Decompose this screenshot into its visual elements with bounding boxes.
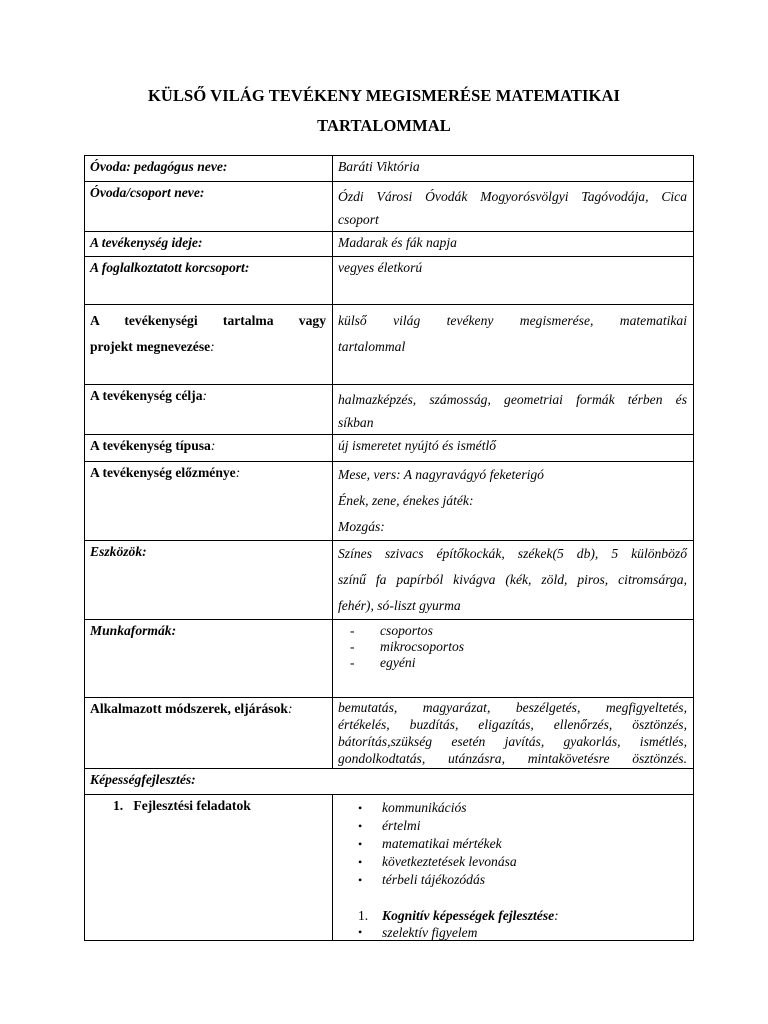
- row-value-ideje: Madarak és fák napja: [333, 232, 694, 257]
- eszkozok-line-1: Színes szivacs építőkockák, székek(5 db), 5 különböző: [338, 546, 687, 561]
- table-row: [85, 257, 694, 305]
- modszerek-label-colon: :: [287, 701, 293, 716]
- row-label-korcsoport: A foglalkoztatott korcsoport:: [85, 257, 333, 305]
- table-row: [85, 620, 694, 698]
- celja-line-2: síkban: [338, 415, 374, 430]
- list-item: - csoportos: [350, 623, 433, 638]
- tartalma-line-1: külső világ tevékeny megismerése, matematikai: [338, 313, 687, 328]
- bullet-marker: •: [358, 925, 363, 939]
- tartalma-line-2: tartalommal: [338, 339, 406, 354]
- bullet-marker: •: [358, 801, 363, 815]
- row-label-tartalma: [85, 305, 333, 385]
- list-item: - egyéni: [350, 655, 416, 670]
- elozmenye-item-2: Ének, zene, énekes játék:: [338, 493, 474, 508]
- row-value-pedagogus: Baráti Viktória: [333, 156, 694, 182]
- kognitiv-sub-list: [338, 925, 687, 940]
- table-row: [85, 435, 694, 462]
- row-value-elozmenye: [333, 462, 694, 541]
- table-row: [85, 769, 694, 795]
- table-row: [85, 541, 694, 620]
- kognitiv-heading-colon: :: [554, 908, 559, 923]
- row-value-fejlesztesi: [333, 795, 694, 941]
- list-item: • matematikai mértékek: [358, 836, 502, 851]
- row-label-eszkozok: Eszközök:: [85, 541, 333, 620]
- elozmenye-item-1: Mese, vers: A nagyravágyó feketerigó: [338, 467, 544, 482]
- row-value-celja: [333, 385, 694, 435]
- bullet-marker: •: [358, 855, 363, 869]
- csoport-line-1: Ózdi Városi Óvodák Mogyorósvölgyi Tagóvodája, Cica: [338, 189, 687, 204]
- celja-label-colon: :: [202, 388, 208, 403]
- modszerek-line-3: bátorítás,szükség esetén javítás, gyakorlás, ismétlés,: [338, 734, 687, 749]
- row-value-korcsoport: vegyes életkorú: [333, 257, 694, 305]
- modszerek-line-1: bemutatás, magyarázat, beszélgetés, megfigyeltetés,: [338, 700, 687, 715]
- row-value-tipusa: új ismeretet nyújtó és ismétlő: [333, 435, 694, 462]
- bullet-marker: •: [358, 837, 363, 851]
- tipusa-label-text: A tevékenység típusa: [90, 438, 211, 453]
- elozmenye-label-colon: :: [235, 465, 241, 480]
- list-item: • értelmi: [358, 818, 421, 833]
- table-row: [85, 385, 694, 435]
- celja-label-text: A tevékenység célja: [90, 388, 203, 403]
- row-value-eszkozok: [333, 541, 694, 620]
- csoport-line-2: csoport: [338, 212, 379, 227]
- fejlesztesi-label: Fejlesztési feladatok: [133, 798, 251, 813]
- eszkozok-line-2: színű fa papírból kivágva (kék, zöld, piros, citromsárga,: [338, 572, 687, 587]
- list-spacer: [338, 889, 687, 907]
- modszerek-label-text: Alkalmazott módszerek, eljárások: [90, 701, 288, 716]
- row-value-csoport: [333, 182, 694, 232]
- table-row: [85, 698, 694, 769]
- table-row: [85, 232, 694, 257]
- elozmenye-item-3: Mozgás:: [338, 519, 385, 534]
- table-row: [85, 462, 694, 541]
- tartalma-label-line-2: [90, 334, 326, 360]
- row-label-pedagogus: Óvoda: pedagógus neve:: [85, 156, 333, 182]
- kognitiv-number: 1.: [358, 908, 369, 923]
- table-row: [85, 305, 694, 385]
- row-label-modszerek: [85, 698, 333, 769]
- elozmenye-label-text: A tevékenység előzménye: [90, 465, 236, 480]
- list-item: • kommunikációs: [358, 800, 467, 815]
- table-row: [85, 182, 694, 232]
- activity-plan-table: [84, 155, 694, 941]
- fejlesztesi-number: 1.: [113, 798, 124, 813]
- row-label-munkaformak: Munkaformák:: [85, 620, 333, 698]
- tartalma-label-colon: :: [210, 339, 215, 354]
- row-value-tartalma: [333, 305, 694, 385]
- bullet-marker: •: [358, 819, 363, 833]
- document-title-line-1: KÜLSŐ VILÁG TEVÉKENY MEGISMERÉSE MATEMATIKAI: [148, 86, 620, 105]
- modszerek-line-2: értékelés, buzdítás, eligazítás, ellenőrzés, ösztönzés,: [338, 717, 687, 732]
- row-value-modszerek: [333, 698, 694, 769]
- row-label-kepesseg: Képességfejlesztés:: [85, 769, 694, 795]
- celja-line-1: halmazképzés, számosság, geometriai formák térben és: [338, 392, 687, 407]
- tipusa-label-colon: :: [210, 438, 216, 453]
- dash-marker: -: [350, 623, 355, 638]
- kognitiv-heading: Kognitív képességek fejlesztése: [382, 908, 555, 923]
- dash-marker: -: [350, 639, 355, 654]
- tartalma-label-text: projekt megnevezése: [90, 339, 211, 354]
- document-title-line-2: TARTALOMMAL: [317, 116, 451, 135]
- list-item: • következtetések levonása: [358, 854, 517, 869]
- eszkozok-line-3: fehér), só-liszt gyurma: [338, 598, 461, 613]
- row-label-elozmenye: [85, 462, 333, 541]
- list-item: - mikrocsoportos: [350, 639, 465, 654]
- row-value-munkaformak: [333, 620, 694, 698]
- row-label-ideje: A tevékenység ideje:: [85, 232, 333, 257]
- kognitiv-list: [338, 907, 687, 925]
- tartalma-label-line-1: A tevékenységi tartalma vagy: [90, 313, 326, 328]
- row-label-fejlesztesi: [85, 795, 333, 941]
- row-label-celja: [85, 385, 333, 435]
- list-item: [338, 907, 687, 925]
- row-label-tipusa: [85, 435, 333, 462]
- table-row: [85, 795, 694, 941]
- munkaformak-list: [338, 623, 687, 671]
- list-item: • szelektív figyelem: [358, 925, 478, 940]
- dash-marker: -: [350, 655, 355, 670]
- table-row: [85, 156, 694, 182]
- modszerek-line-4: gondolkodtatás, utánzásra, mintakövetésre ösztönzés.: [338, 751, 687, 766]
- row-label-csoport: Óvoda/csoport neve:: [85, 182, 333, 232]
- fejlesztesi-list: [338, 799, 687, 889]
- list-item: • térbeli tájékozódás: [358, 872, 486, 887]
- bullet-marker: •: [358, 873, 363, 887]
